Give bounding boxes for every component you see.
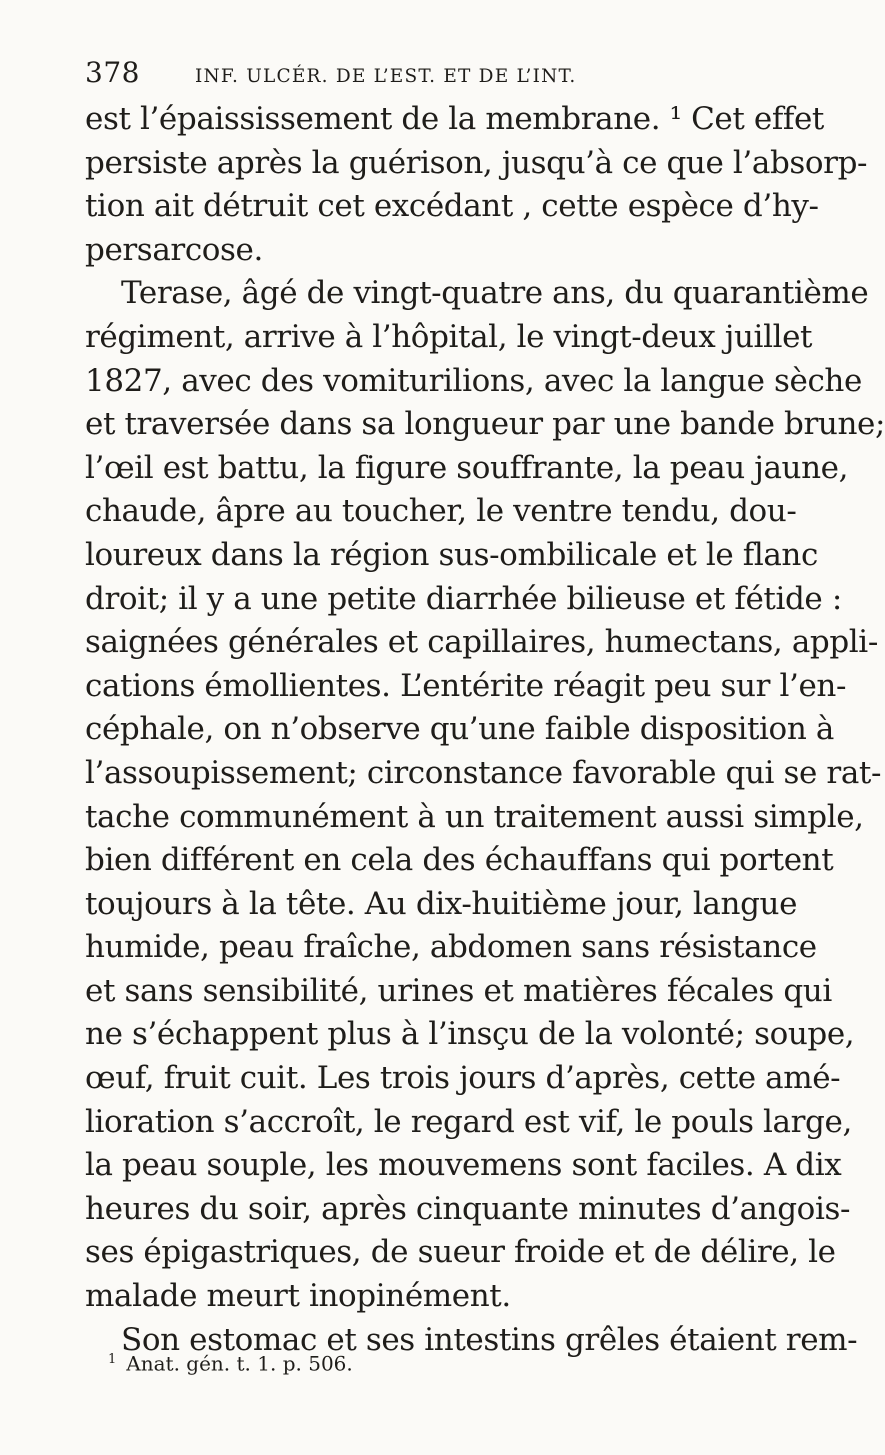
text-line: persiste après la guérison, jusqu’à ce que l’absorp- <box>85 144 868 181</box>
text-line: ne s’échappent plus à l’insçu de la volonté; soupe, <box>85 1016 855 1053</box>
text-line: l’œil est battu, la figure souffrante, la peau jaune, <box>85 449 849 486</box>
text-line: et sans sensibilité, urines et matières fécales qui <box>85 972 832 1009</box>
text-line: persarcose. <box>85 231 263 268</box>
text-line: est l’épaississement de la membrane. ¹ Cet effet <box>85 101 824 137</box>
footnote <box>108 1346 688 1374</box>
text-line: chaude, âpre au toucher, le ventre tendu, dou- <box>85 493 797 530</box>
text-line: loureux dans la région sus-ombilicale et le flanc <box>85 536 818 573</box>
text-line: tache communément à un traitement aussi simple, <box>85 798 864 835</box>
text-line: droit; il y a une petite diarrhée bilieuse et fétide : <box>85 580 842 617</box>
text-line: Terase, âgé de vingt-quatre ans, du quarantième <box>121 275 869 312</box>
text-line: malade meurt inopinément. <box>85 1278 511 1315</box>
text-line: humide, peau fraîche, abdomen sans résistance <box>85 929 817 966</box>
footnote-marker: 1 <box>108 1352 117 1367</box>
text-line: ses épigastriques, de sueur froide et de délire, le <box>85 1234 836 1271</box>
text-line: saignées générales et capillaires, humectans, appli- <box>85 624 878 661</box>
text-line: Son estomac et ses intestins grêles étaient rem- <box>121 1321 858 1358</box>
text-line: cations émollientes. L’entérite réagit peu sur l’en- <box>85 667 847 704</box>
footnote-text: Anat. gén. t. 1. p. 506. <box>126 1351 353 1376</box>
text-line: régiment, arrive à l’hôpital, le vingt-deux juillet <box>85 318 813 355</box>
running-head: INF. ULCÉR. DE L’EST. ET DE L’INT. <box>195 66 577 87</box>
text-line: œuf, fruit cuit. Les trois jours d’après, cette amé- <box>85 1060 841 1097</box>
text-line: et traversée dans sa longueur par une bande brune; <box>85 406 885 443</box>
page-header <box>85 53 725 93</box>
text-line: la peau souple, les mouvemens sont faciles. A dix <box>85 1147 842 1184</box>
text-line: bien différent en cela des échauffans qui portent <box>85 842 834 879</box>
text-line: heures du soir, après cinquante minutes d’angois- <box>85 1190 851 1227</box>
body-text <box>85 98 885 1362</box>
text-line: toujours à la tête. Au dix-huitième jour, langue <box>85 885 798 922</box>
text-line: l’assoupissement; circonstance favorable qui se rat- <box>85 754 882 791</box>
text-line: céphale, on n’observe qu’une faible disposition à <box>85 711 834 748</box>
text-line: lioration s’accroît, le regard est vif, le pouls large, <box>85 1103 852 1140</box>
page-number: 378 <box>85 56 140 89</box>
text-line: tion ait détruit cet excédant , cette espèce d’hy- <box>85 188 819 225</box>
text-line: 1827, avec des vomiturilions, avec la langue sèche <box>85 362 862 399</box>
